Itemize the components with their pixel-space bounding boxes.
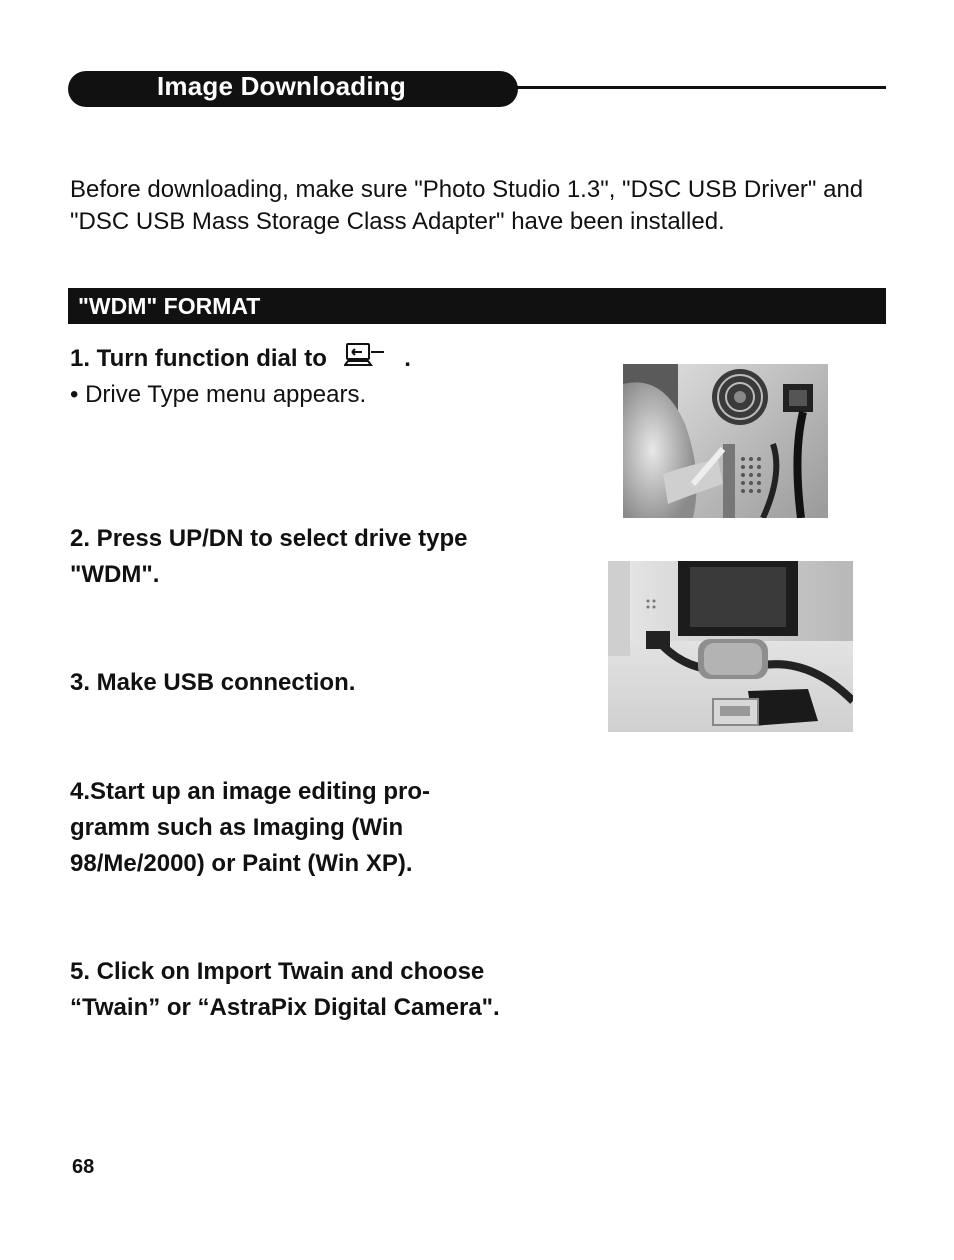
step-1-label: 1. Turn function dial to bbox=[70, 345, 327, 372]
header-rule bbox=[516, 86, 886, 89]
drive-type-note: • Drive Type menu appears. bbox=[70, 381, 367, 408]
step-1-suffix: . bbox=[404, 345, 411, 372]
pc-back-photo bbox=[623, 364, 828, 518]
step-2: 2. Press UP/DN to select drive type "WDM". bbox=[70, 525, 468, 588]
step-3: 3. Make USB connection. bbox=[70, 669, 356, 696]
step-4: 4.Start up an image editing pro-gramm such as Imaging (Win 98/Me/2000) or Paint (Win XP). bbox=[70, 778, 431, 877]
page-title: Image Downloading bbox=[157, 71, 406, 101]
page-number: 68 bbox=[72, 1156, 95, 1178]
step-5: 5. Click on Import Twain and choose “Twain” or “AstraPix Digital Camera". bbox=[70, 958, 500, 1021]
format-section-title: "WDM" FORMAT bbox=[78, 293, 261, 319]
usb-cable-photo bbox=[608, 561, 853, 732]
intro-paragraph: Before downloading, make sure "Photo Studio 1.3", "DSC USB Driver" and "DSC USB Mass Storage Class Adapter" have been installed. bbox=[70, 176, 864, 235]
